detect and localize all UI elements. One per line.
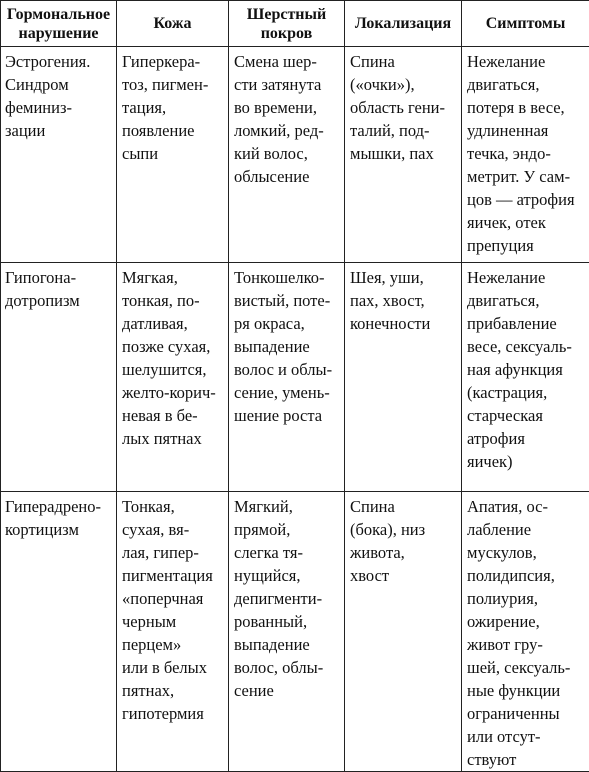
cell-text	[117, 492, 228, 725]
cell-line: волос и облы-	[234, 358, 344, 381]
cell-text	[117, 263, 228, 450]
cell-line: пах, хвост,	[350, 289, 461, 312]
cell-line: шение роста	[234, 404, 344, 427]
cell-line: ря окраса,	[234, 312, 344, 335]
header-symptoms	[462, 1, 589, 47]
cell-line: сыпи	[122, 142, 228, 165]
cell-symptoms	[462, 263, 589, 492]
cell-line: лая, гипер-	[122, 541, 228, 564]
cell-line: сение, умень-	[234, 381, 344, 404]
cell-line: зации	[5, 119, 116, 142]
cell-symptoms	[462, 492, 589, 772]
cell-line: яичек)	[467, 450, 589, 473]
cell-line: хвост	[350, 564, 461, 587]
cell-symptoms	[462, 47, 589, 263]
cell-line: Гипогона-	[5, 266, 116, 289]
cell-line: удлиненная	[467, 119, 589, 142]
cell-line: ная афункция	[467, 358, 589, 381]
cell-line: прибавление	[467, 312, 589, 335]
header-line: Гормональное	[1, 5, 116, 24]
cell-line: яичек, отек	[467, 211, 589, 234]
cell-line: шелушится,	[122, 358, 228, 381]
cell-line: лых пятнах	[122, 427, 228, 450]
table-row	[1, 263, 589, 492]
cell-localization	[345, 47, 462, 263]
header-hormonal-disorder	[1, 1, 117, 47]
cell-text	[345, 47, 461, 165]
cell-line: Гиперкера-	[122, 50, 228, 73]
cell-line: сение	[234, 679, 344, 702]
cell-line: (бока), низ	[350, 518, 461, 541]
cell-skin	[117, 263, 229, 492]
table-header-row	[1, 1, 589, 47]
cell-disorder	[1, 263, 117, 492]
header-line: Шерстный	[229, 5, 344, 24]
cell-line: нущийся,	[234, 564, 344, 587]
cell-line: живот гру-	[467, 633, 589, 656]
cell-line: рованный,	[234, 610, 344, 633]
cell-text	[1, 492, 116, 541]
cell-line: появление	[122, 119, 228, 142]
cell-line: весе, сексуаль-	[467, 335, 589, 358]
cell-line: конечности	[350, 312, 461, 335]
cell-line: Нежелание	[467, 266, 589, 289]
cell-line: ограниченны	[467, 702, 589, 725]
cell-line: полидипсия,	[467, 564, 589, 587]
cell-line: желто-корич-	[122, 381, 228, 404]
cell-line: пигментация	[122, 564, 228, 587]
cell-line: («очки»),	[350, 73, 461, 96]
cell-line: ствуют	[467, 748, 589, 771]
header-skin	[117, 1, 229, 47]
cell-line: депигменти-	[234, 587, 344, 610]
cell-line: или отсут-	[467, 725, 589, 748]
cell-line: течка, эндо-	[467, 142, 589, 165]
cell-line: живота,	[350, 541, 461, 564]
header-coat	[229, 1, 345, 47]
header-line: Локализация	[345, 14, 461, 33]
cell-line: облысение	[234, 165, 344, 188]
cell-skin	[117, 492, 229, 772]
header-line: нарушение	[1, 24, 116, 43]
cell-text	[345, 492, 461, 587]
cell-coat	[229, 263, 345, 492]
cell-line: Смена шер-	[234, 50, 344, 73]
cell-line: полиурия,	[467, 587, 589, 610]
header-localization	[345, 1, 462, 47]
cell-line: дотропизм	[5, 289, 116, 312]
cell-line: мускулов,	[467, 541, 589, 564]
cell-coat	[229, 47, 345, 263]
cell-line: ломкий, ред-	[234, 119, 344, 142]
cell-line: двигаться,	[467, 289, 589, 312]
header-line: Кожа	[117, 14, 228, 33]
cell-line: лабление	[467, 518, 589, 541]
cell-line: черным	[122, 610, 228, 633]
cell-line: или в белых	[122, 656, 228, 679]
cell-line: позже сухая,	[122, 335, 228, 358]
cell-text	[229, 263, 344, 427]
cell-line: атрофия	[467, 427, 589, 450]
cell-line: кий волос,	[234, 142, 344, 165]
cell-line: тонкая, по-	[122, 289, 228, 312]
cell-disorder	[1, 492, 117, 772]
cell-line: Нежелание	[467, 50, 589, 73]
cell-line: Спина	[350, 50, 461, 73]
cell-localization	[345, 263, 462, 492]
cell-line: тоз, пигмен-	[122, 73, 228, 96]
cell-text	[462, 492, 589, 771]
cell-line: сухая, вя-	[122, 518, 228, 541]
cell-text	[345, 263, 461, 335]
cell-text	[462, 47, 589, 257]
cell-line: пятнах,	[122, 679, 228, 702]
cell-disorder	[1, 47, 117, 263]
cell-line: ожирение,	[467, 610, 589, 633]
cell-text	[229, 492, 344, 702]
cell-skin	[117, 47, 229, 263]
cell-line: старческая	[467, 404, 589, 427]
cell-line: препуция	[467, 234, 589, 257]
header-line: Симптомы	[462, 14, 589, 33]
cell-line: Эстрогения.	[5, 50, 116, 73]
cell-line: выпадение	[234, 633, 344, 656]
cell-line: метрит. У сам-	[467, 165, 589, 188]
cell-line: талий, под-	[350, 119, 461, 142]
cell-line: во времени,	[234, 96, 344, 119]
cell-text	[117, 47, 228, 165]
cell-line: Спина	[350, 495, 461, 518]
cell-line: волос, облы-	[234, 656, 344, 679]
cell-line: Тонкошелко-	[234, 266, 344, 289]
cell-line: гипотермия	[122, 702, 228, 725]
table-row	[1, 492, 589, 772]
cell-line: выпадение	[234, 335, 344, 358]
cell-line: тация,	[122, 96, 228, 119]
cell-line: феминиз-	[5, 96, 116, 119]
cell-line: Гиперадрено-	[5, 495, 116, 518]
cell-line: ные функции	[467, 679, 589, 702]
cell-line: Шея, уши,	[350, 266, 461, 289]
cell-line: «поперчная	[122, 587, 228, 610]
cell-line: шей, сексуаль-	[467, 656, 589, 679]
cell-line: область гени-	[350, 96, 461, 119]
cell-line: цов — атрофия	[467, 188, 589, 211]
cell-line: сти затянута	[234, 73, 344, 96]
cell-text	[229, 47, 344, 188]
header-line: покров	[229, 24, 344, 43]
cell-text	[1, 263, 116, 312]
cell-line: слегка тя-	[234, 541, 344, 564]
cell-text	[462, 263, 589, 473]
cell-localization	[345, 492, 462, 772]
cell-line: вистый, поте-	[234, 289, 344, 312]
cell-line: прямой,	[234, 518, 344, 541]
cell-line: Тонкая,	[122, 495, 228, 518]
cell-line: невая в бе-	[122, 404, 228, 427]
cell-line: двигаться,	[467, 73, 589, 96]
cell-line: потеря в весе,	[467, 96, 589, 119]
cell-line: датливая,	[122, 312, 228, 335]
cell-line: (кастрация,	[467, 381, 589, 404]
cell-line: мышки, пах	[350, 142, 461, 165]
cell-line: кортицизм	[5, 518, 116, 541]
cell-line: Синдром	[5, 73, 116, 96]
cell-text	[1, 47, 116, 142]
cell-line: перцем»	[122, 633, 228, 656]
cell-line: Мягкий,	[234, 495, 344, 518]
cell-coat	[229, 492, 345, 772]
table-row	[1, 47, 589, 263]
cell-line: Апатия, ос-	[467, 495, 589, 518]
cell-line: Мягкая,	[122, 266, 228, 289]
